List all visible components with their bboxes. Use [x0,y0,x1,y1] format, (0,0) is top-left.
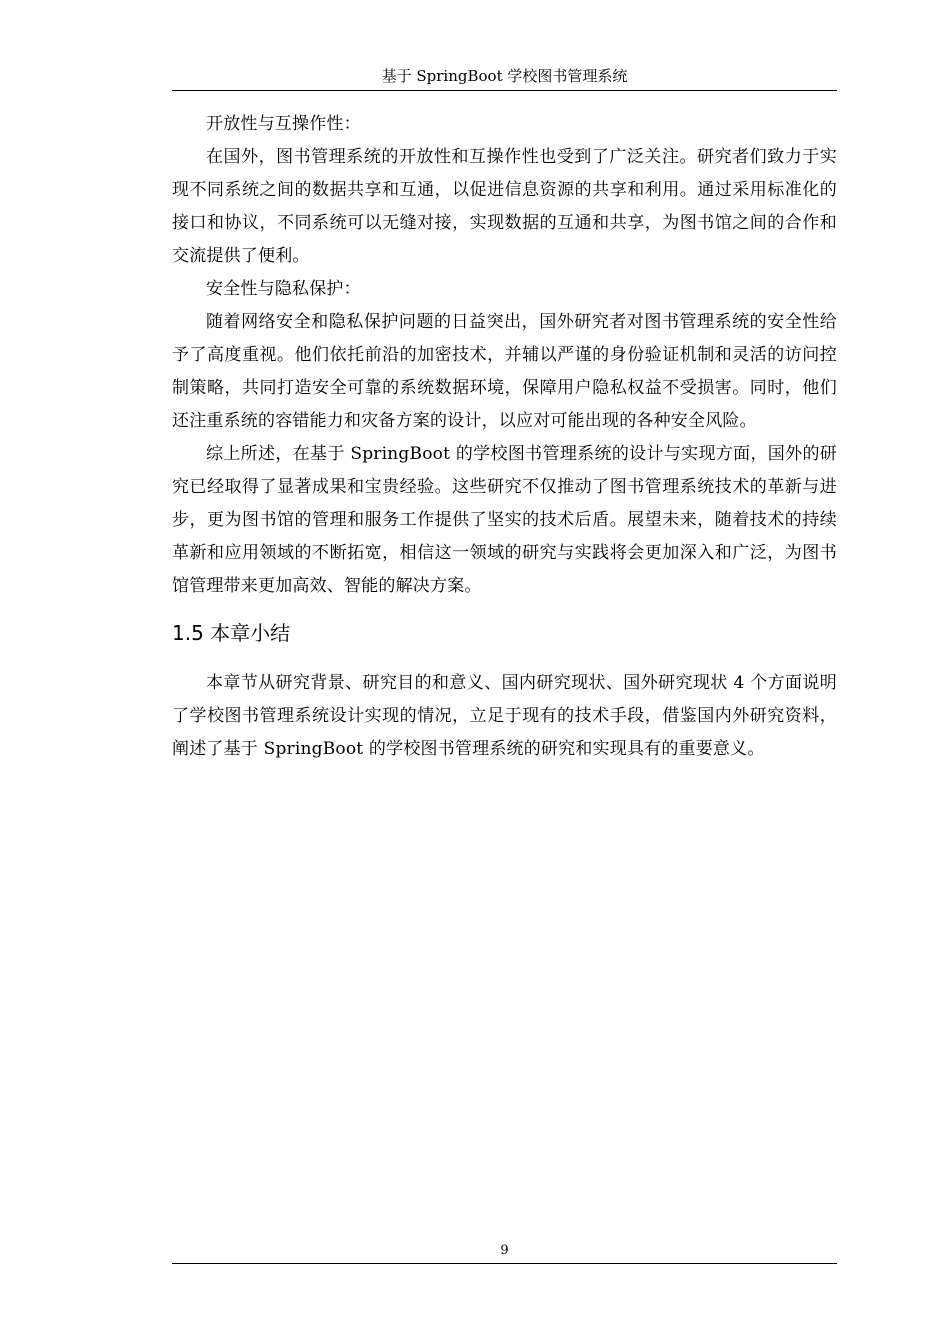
paragraph-summary: 综上所述，在基于 SpringBoot 的学校图书管理系统的设计与实现方面，国外的研究已经取得了显著成果和宝贵经验。这些研究不仅推动了图书管理系统技术的革新与进步，更为图书馆的管理和服务工作提供了坚实的技术后盾。展望未来，随着技术的持续革新和应用领域的不断拓宽，相信这一领域的研究与实践将会更加深入和广泛，为图书馆管理带来更加高效、智能的解决方案。 [172,444,837,596]
paragraph-security: 随着网络安全和隐私保护问题的日益突出，国外研究者对图书管理系统的安全性给予了高度重视。他们依托前沿的加密技术，并辅以严谨的身份验证机制和灵活的访问控制策略，共同打造安全可靠的系统数据环境，保障用户隐私权益不受损害。同时，他们还注重系统的容错能力和灾备方案的设计，以应对可能出现的各种安全风险。 [172,312,837,431]
section-heading: 1.5 本章小结 [172,621,291,645]
page-body [172,108,837,766]
paragraph-chapter-summary: 本章节从研究背景、研究目的和意义、国内研究现状、国外研究现状 4 个方面说明了学校图书管理系统设计实现的情况，立足于现有的技术手段，借鉴国内外研究资料，阐述了基于 SpringBoot 的学校图书管理系统的研究和实现具有的重要意义。 [172,673,837,759]
page-number: 9 [500,1243,509,1258]
paragraph-openness: 在国外，图书管理系统的开放性和互操作性也受到了广泛关注。研究者们致力于实现不同系统之间的数据共享和互通，以促进信息资源的共享和利用。通过采用标准化的接口和协议，不同系统可以无缝对接，实现数据的互通和共享，为图书馆之间的合作和交流提供了便利。 [172,147,837,266]
paragraph-security-heading: 安全性与隐私保护： [206,279,361,299]
page-footer [172,1241,837,1264]
paragraph-openness-heading: 开放性与互操作性： [206,114,361,134]
page-header [172,64,837,91]
header-title: 基于 SpringBoot 学校图书管理系统 [381,67,628,85]
